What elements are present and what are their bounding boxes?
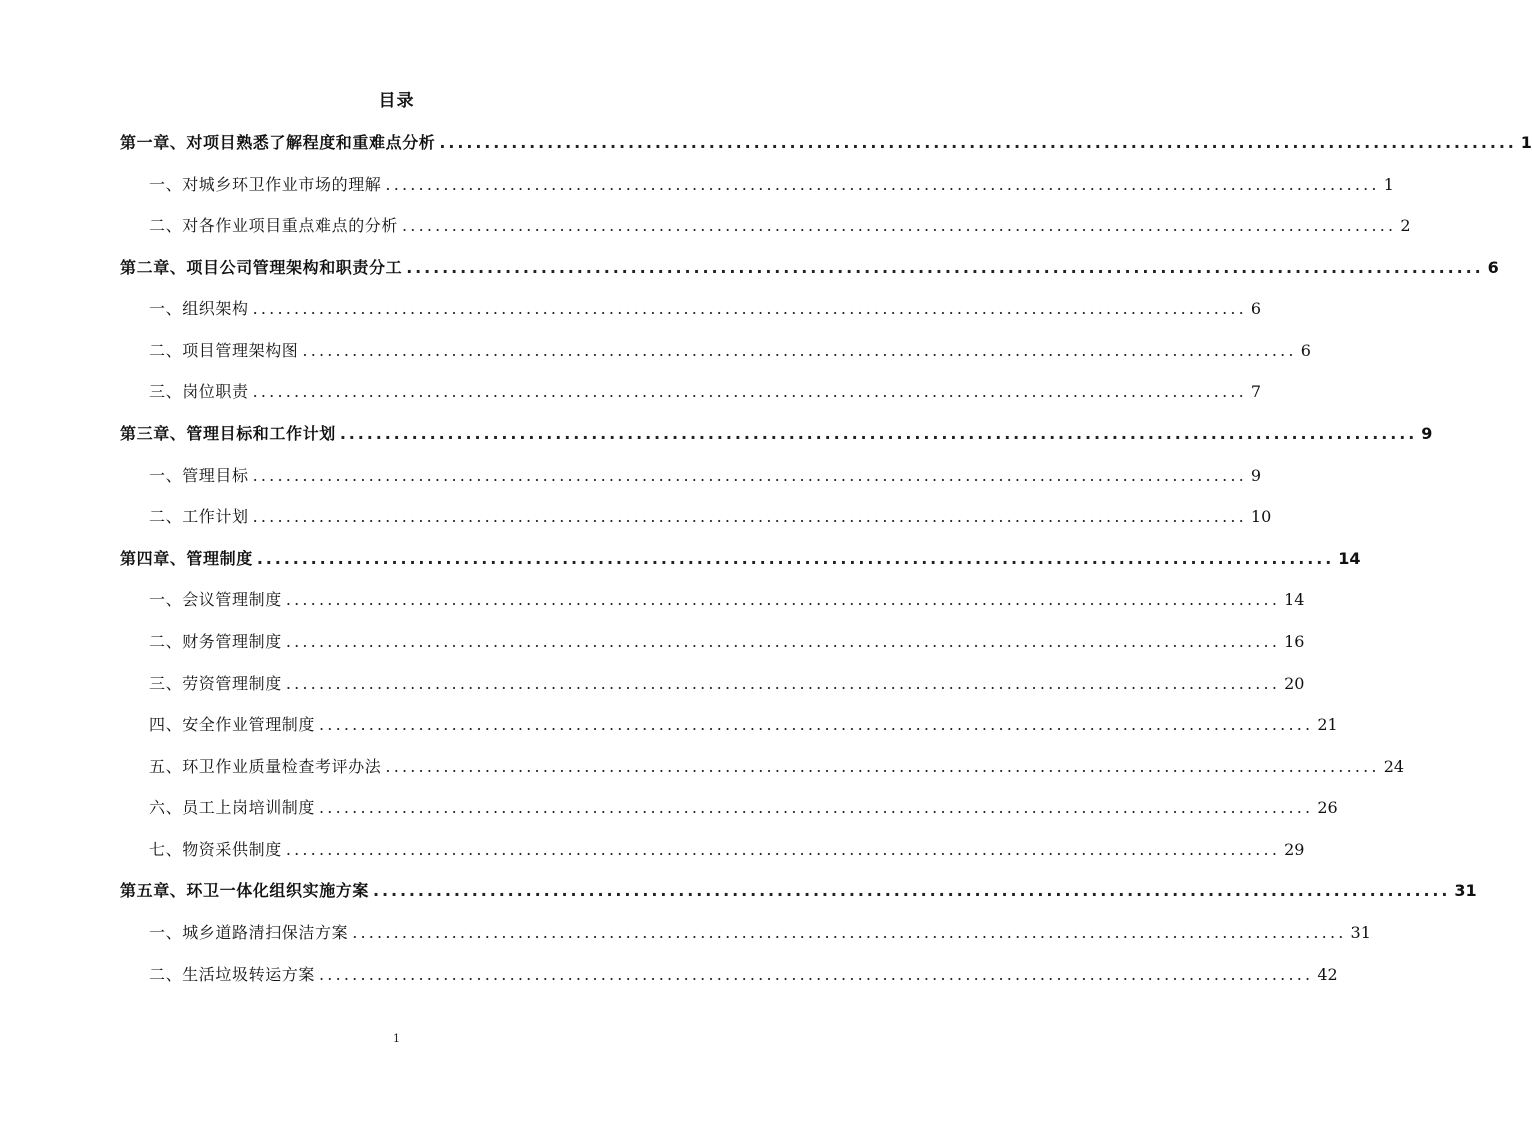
toc-page-number: 6 (1300, 341, 1311, 360)
toc-entry-label: 七、物资采供制度 (149, 840, 282, 859)
toc-section-3-2[interactable] (149, 504, 1272, 530)
toc-chapter-5[interactable] (120, 878, 1477, 904)
dot-leader: ........................................................................................................................ (285, 840, 1281, 859)
dot-leader: ........................................................................................................................ (252, 299, 1247, 318)
toc-section-3-1[interactable] (149, 463, 1262, 489)
dot-leader: ........................................................................................................................ (339, 424, 1418, 443)
toc-section-4-5[interactable] (149, 754, 1405, 780)
toc-entry-label: 三、岗位职责 (149, 382, 249, 401)
toc-entry-label: 一、组织架构 (149, 299, 249, 318)
toc-page-number: 14 (1284, 590, 1305, 609)
toc-page-number: 31 (1350, 923, 1371, 942)
toc-entry-label: 六、员工上岗培训制度 (149, 798, 316, 817)
dot-leader: ........................................................................................................................ (319, 715, 1314, 734)
toc-page-number: 7 (1250, 382, 1262, 401)
toc-page-number: 9 (1250, 466, 1262, 485)
toc-entry-label: 第三章、管理目标和工作计划 (120, 424, 336, 443)
toc-section-5-2[interactable] (149, 962, 1338, 988)
toc-section-4-1[interactable] (149, 587, 1305, 613)
toc-title: 目录 (378, 91, 415, 111)
toc-entry-label: 一、管理目标 (149, 466, 249, 485)
toc-chapter-4[interactable] (120, 546, 1361, 572)
toc-entry-label: 五、环卫作业质量检查考评办法 (149, 757, 382, 776)
toc-entry-label: 一、对城乡环卫作业市场的理解 (149, 175, 382, 194)
dot-leader: ........................................................................................................................ (319, 965, 1314, 984)
dot-leader: ........................................................................................................................ (402, 216, 1397, 235)
toc-entry-label: 第五章、环卫一体化组织实施方案 (120, 881, 370, 900)
toc-entry-label: 一、会议管理制度 (149, 590, 282, 609)
dot-leader: ........................................................................................................................ (385, 175, 1380, 194)
toc-section-2-2[interactable] (149, 338, 1311, 364)
toc-section-1-1[interactable] (149, 172, 1394, 198)
toc-page-number: 10 (1250, 507, 1272, 526)
toc-page-number: 16 (1284, 632, 1305, 651)
dot-leader: ........................................................................................................................ (352, 923, 1347, 942)
toc-entry-label: 二、生活垃圾转运方案 (149, 965, 316, 984)
dot-leader: ........................................................................................................................ (252, 507, 1247, 526)
toc-page-number: 1 (1383, 175, 1394, 194)
toc-page-number: 20 (1284, 674, 1305, 693)
dot-leader: ........................................................................................................................ (285, 632, 1281, 651)
toc-section-2-1[interactable] (149, 296, 1262, 322)
toc-section-4-7[interactable] (149, 837, 1305, 863)
toc-entry-label: 二、对各作业项目重点难点的分析 (149, 216, 399, 235)
dot-leader: ........................................................................................................................ (439, 133, 1517, 152)
dot-leader: ........................................................................................................................ (252, 382, 1247, 401)
toc-section-4-4[interactable] (149, 712, 1338, 738)
toc-page-number: 26 (1317, 798, 1338, 817)
toc-entry-label: 二、项目管理架构图 (149, 341, 299, 360)
toc-chapter-1[interactable] (120, 130, 1532, 156)
toc-section-1-2[interactable] (149, 213, 1411, 239)
dot-leader: ........................................................................................................................ (302, 341, 1297, 360)
toc-chapter-3[interactable] (120, 421, 1433, 447)
toc-page-number: 9 (1421, 424, 1433, 443)
toc-page-number: 6 (1487, 258, 1499, 277)
toc-page-number: 1 (1520, 133, 1532, 152)
toc-entry-label: 第一章、对项目熟悉了解程度和重难点分析 (120, 133, 436, 152)
dot-leader: ........................................................................................................................ (385, 757, 1380, 776)
toc-page-number: 21 (1317, 715, 1338, 734)
dot-leader: ........................................................................................................................ (406, 258, 1484, 277)
toc-page-number: 2 (1400, 216, 1411, 235)
dot-leader: ........................................................................................................................ (319, 798, 1314, 817)
toc-chapter-2[interactable] (120, 255, 1499, 281)
toc-entry-label: 第四章、管理制度 (120, 549, 253, 568)
toc-section-5-1[interactable] (149, 920, 1371, 946)
toc-page-number: 31 (1454, 881, 1477, 900)
toc-page-number: 14 (1338, 549, 1361, 568)
dot-leader: ........................................................................................................................ (373, 881, 1451, 900)
toc-page-number: 24 (1383, 757, 1405, 776)
dot-leader: ........................................................................................................................ (256, 549, 1335, 568)
toc-page-number: 29 (1284, 840, 1305, 859)
toc-entry-label: 二、工作计划 (149, 507, 249, 526)
toc-entry-label: 三、劳资管理制度 (149, 674, 282, 693)
toc-page-number: 42 (1317, 965, 1338, 984)
toc-page-number: 6 (1250, 299, 1262, 318)
dot-leader: ........................................................................................................................ (285, 674, 1281, 693)
dot-leader: ........................................................................................................................ (252, 466, 1247, 485)
toc-section-4-3[interactable] (149, 671, 1305, 697)
toc-section-4-6[interactable] (149, 795, 1338, 821)
toc-entry-label: 二、财务管理制度 (149, 632, 282, 651)
dot-leader: ........................................................................................................................ (285, 590, 1281, 609)
toc-section-4-2[interactable] (149, 629, 1305, 655)
toc-entry-label: 第二章、项目公司管理架构和职责分工 (120, 258, 403, 277)
toc-entry-label: 四、安全作业管理制度 (149, 715, 316, 734)
toc-entry-label: 一、城乡道路清扫保洁方案 (149, 923, 349, 942)
toc-section-2-3[interactable] (149, 379, 1262, 405)
page-number-footer: 1 (393, 1032, 400, 1045)
